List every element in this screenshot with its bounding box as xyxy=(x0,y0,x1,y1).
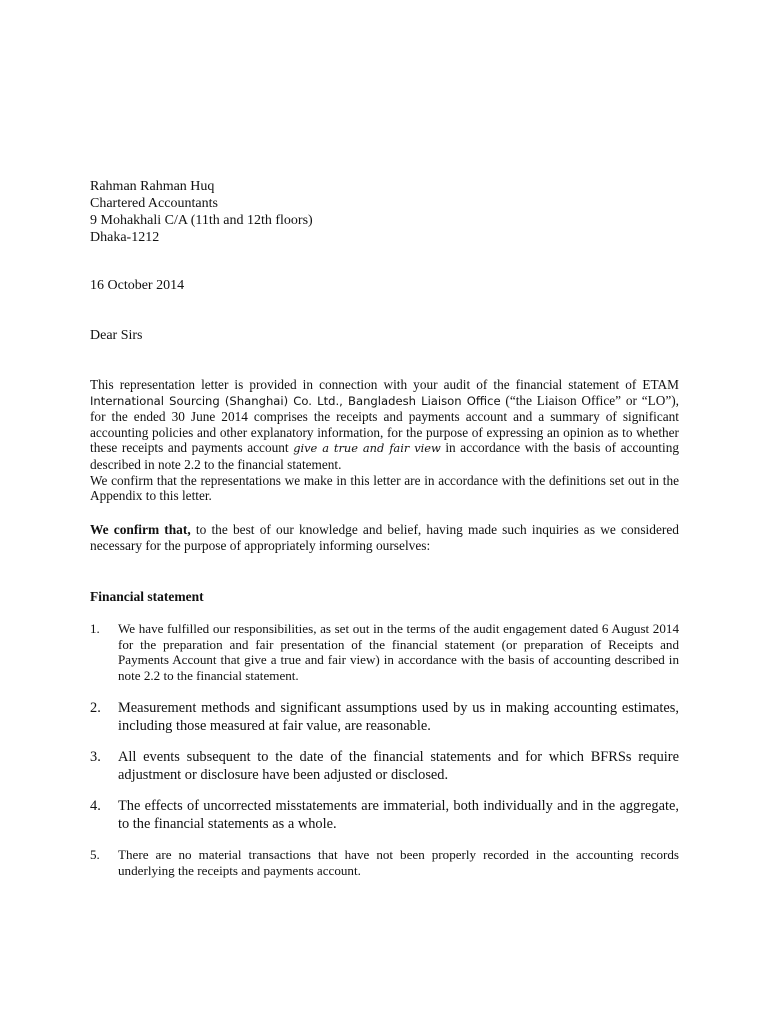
intro-paragraph xyxy=(90,377,679,473)
recipient-name: Rahman Rahman Huq xyxy=(90,179,215,194)
list-item-number: 5. xyxy=(90,847,100,862)
true-fair-view-emphasis: give a true and fair view xyxy=(293,441,441,456)
list-item-text: We have fulfilled our responsibilities, as set out in the terms of the audit engagement dated 6 August 2014 for the preparation and fair presentation of the financial statement (or preparation of Receipts and Payments Account that give a true and fair view) in accordance with the basis of accounting described in note 2.2 to the financial statement. xyxy=(118,621,679,683)
list-item-number: 2. xyxy=(90,700,101,716)
intro-section xyxy=(90,377,679,504)
definitions-paragraph: We confirm that the representations we make in this letter are in accordance with the definitions set out in the Appendix to this letter. xyxy=(90,472,679,504)
intro-part-2: (“the Liaison Office” or “LO”), for the ended 30 June 2014 comprises the receipts and payments account and a summary of significant accounting policies and other explanatory information, for the purpose of expressing an opinion as to whether these receipts and payments account xyxy=(90,392,679,456)
list-item-number: 1. xyxy=(90,621,100,636)
list-item-text: All events subsequent to the date of the financial statements and for which BFRSs require adjustment or disclosure have been adjusted or disclosed. xyxy=(118,749,679,783)
confirm-bold-lead: We confirm that, xyxy=(90,522,191,537)
confirm-paragraph xyxy=(90,522,679,554)
letter-date: 16 October 2014 xyxy=(90,278,185,293)
list-item-text: There are no material transactions that have not been properly recorded in the accounting records underlying the receipts and payments account. xyxy=(118,847,679,878)
confirm-rest: to the best of our knowledge and belief, having made such inquiries as we considered necessary for the purpose of appropriately informing ourselves: xyxy=(90,522,680,554)
recipient-address-line: 9 Mohakhali C/A (11th and 12th floors) xyxy=(90,213,313,228)
intro-part-3: in accordance with the basis of accounting described in note 2.2 to the financial statement. xyxy=(90,440,679,472)
salutation: Dear Sirs xyxy=(90,328,143,343)
list-item-text: Measurement methods and significant assumptions used by us in making accounting estimates, including those measured at fair value, are reasonable. xyxy=(118,700,679,734)
entity-name: International Sourcing (Shanghai) Co. Ltd., Bangladesh Liaison Office xyxy=(90,393,501,408)
recipient-address xyxy=(90,178,313,246)
list-item-text: The effects of uncorrected misstatements are immaterial, both individually and in the aggregate, to the financial statements as a whole. xyxy=(118,798,679,832)
intro-part-1: This representation letter is provided in connection with your audit of the financial statement of ETAM xyxy=(90,377,679,392)
section-heading-financial-statement: Financial statement xyxy=(90,589,204,604)
recipient-city: Dhaka-1212 xyxy=(90,230,160,245)
recipient-title: Chartered Accountants xyxy=(90,196,218,211)
list-item-number: 4. xyxy=(90,798,101,814)
list-item-number: 3. xyxy=(90,749,101,765)
